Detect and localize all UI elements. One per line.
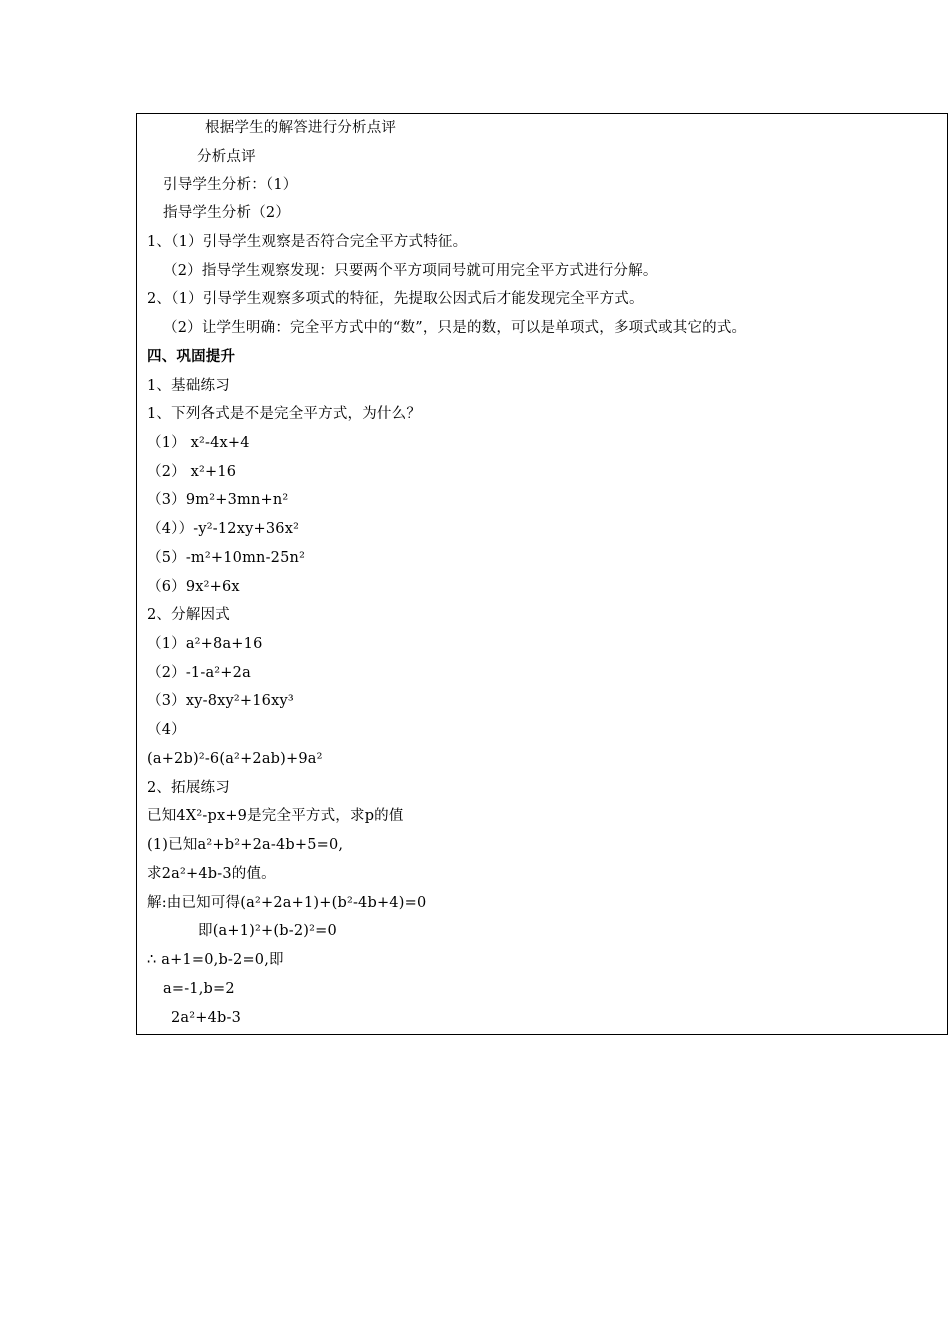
solution-line-1: 解:由已知可得(a²+2a+1)+(b²-4b+4)=0 bbox=[147, 895, 427, 911]
solution-line-5: 2a²+4b-3 bbox=[171, 1010, 242, 1026]
q2-item-4: （4） bbox=[147, 722, 186, 738]
q1-item-3: （3）9m²+3mn+n² bbox=[147, 492, 289, 508]
q2-item-4-expression: (a+2b)²-6(a²+2ab)+9a² bbox=[147, 751, 323, 767]
analysis-line-7: 2、（1）引导学生观察多项式的特征，先提取公因式后才能发现完全平方式。 bbox=[147, 291, 644, 307]
analysis-line-1: 根据学生的解答进行分析点评 bbox=[205, 120, 397, 136]
q1-item-6: （6）9x²+6x bbox=[147, 579, 240, 595]
extend-heading: 2、拓展练习 bbox=[147, 780, 230, 796]
basic-practice-heading: 1、基础练习 bbox=[147, 378, 230, 394]
analysis-line-5: 1、（1）引导学生观察是否符合完全平方式特征。 bbox=[147, 234, 468, 250]
question-1: 1、下列各式是不是完全平方式，为什么？ bbox=[147, 406, 422, 422]
q2-item-3: （3）xy-8xy²+16xy³ bbox=[147, 693, 294, 709]
analysis-line-4: 指导学生分析（2） bbox=[163, 205, 291, 221]
analysis-line-6: （2）指导学生观察发现：只要两个平方项同号就可用完全平方式进行分解。 bbox=[163, 263, 658, 279]
q2-item-2: （2）-1-a²+2a bbox=[147, 665, 251, 681]
question-2: 2、分解因式 bbox=[147, 607, 230, 623]
solution-line-2: 即(a+1)²+(b-2)²=0 bbox=[198, 923, 337, 939]
q2-item-1: （1）a²+8a+16 bbox=[147, 636, 263, 652]
extend-given: (1)已知a²+b²+2a-4b+5=0, bbox=[147, 837, 344, 853]
section-heading: 四、巩固提升 bbox=[147, 348, 236, 365]
analysis-line-3: 引导学生分析：（1） bbox=[163, 177, 298, 193]
extend-ask: 求2a²+4b-3的值。 bbox=[147, 866, 276, 882]
q1-item-4: （4））-y²-12xy+36x² bbox=[147, 521, 300, 537]
solution-line-4: a=-1,b=2 bbox=[163, 981, 235, 997]
q1-item-2: （2） x²+16 bbox=[147, 464, 237, 480]
extend-problem: 已知4X²-px+9是完全平方式，求p的值 bbox=[147, 808, 404, 824]
analysis-line-2: 分析点评 bbox=[197, 149, 256, 165]
analysis-line-8: （2）让学生明确：完全平方式中的“数”，只是的数，可以是单项式，多项式或其它的式。 bbox=[163, 320, 747, 336]
solution-line-3: ∴ a+1=0,b-2=0,即 bbox=[147, 952, 284, 968]
q1-item-1: （1） x²-4x+4 bbox=[147, 435, 250, 451]
q1-item-5: （5）-m²+10mn-25n² bbox=[147, 550, 306, 566]
